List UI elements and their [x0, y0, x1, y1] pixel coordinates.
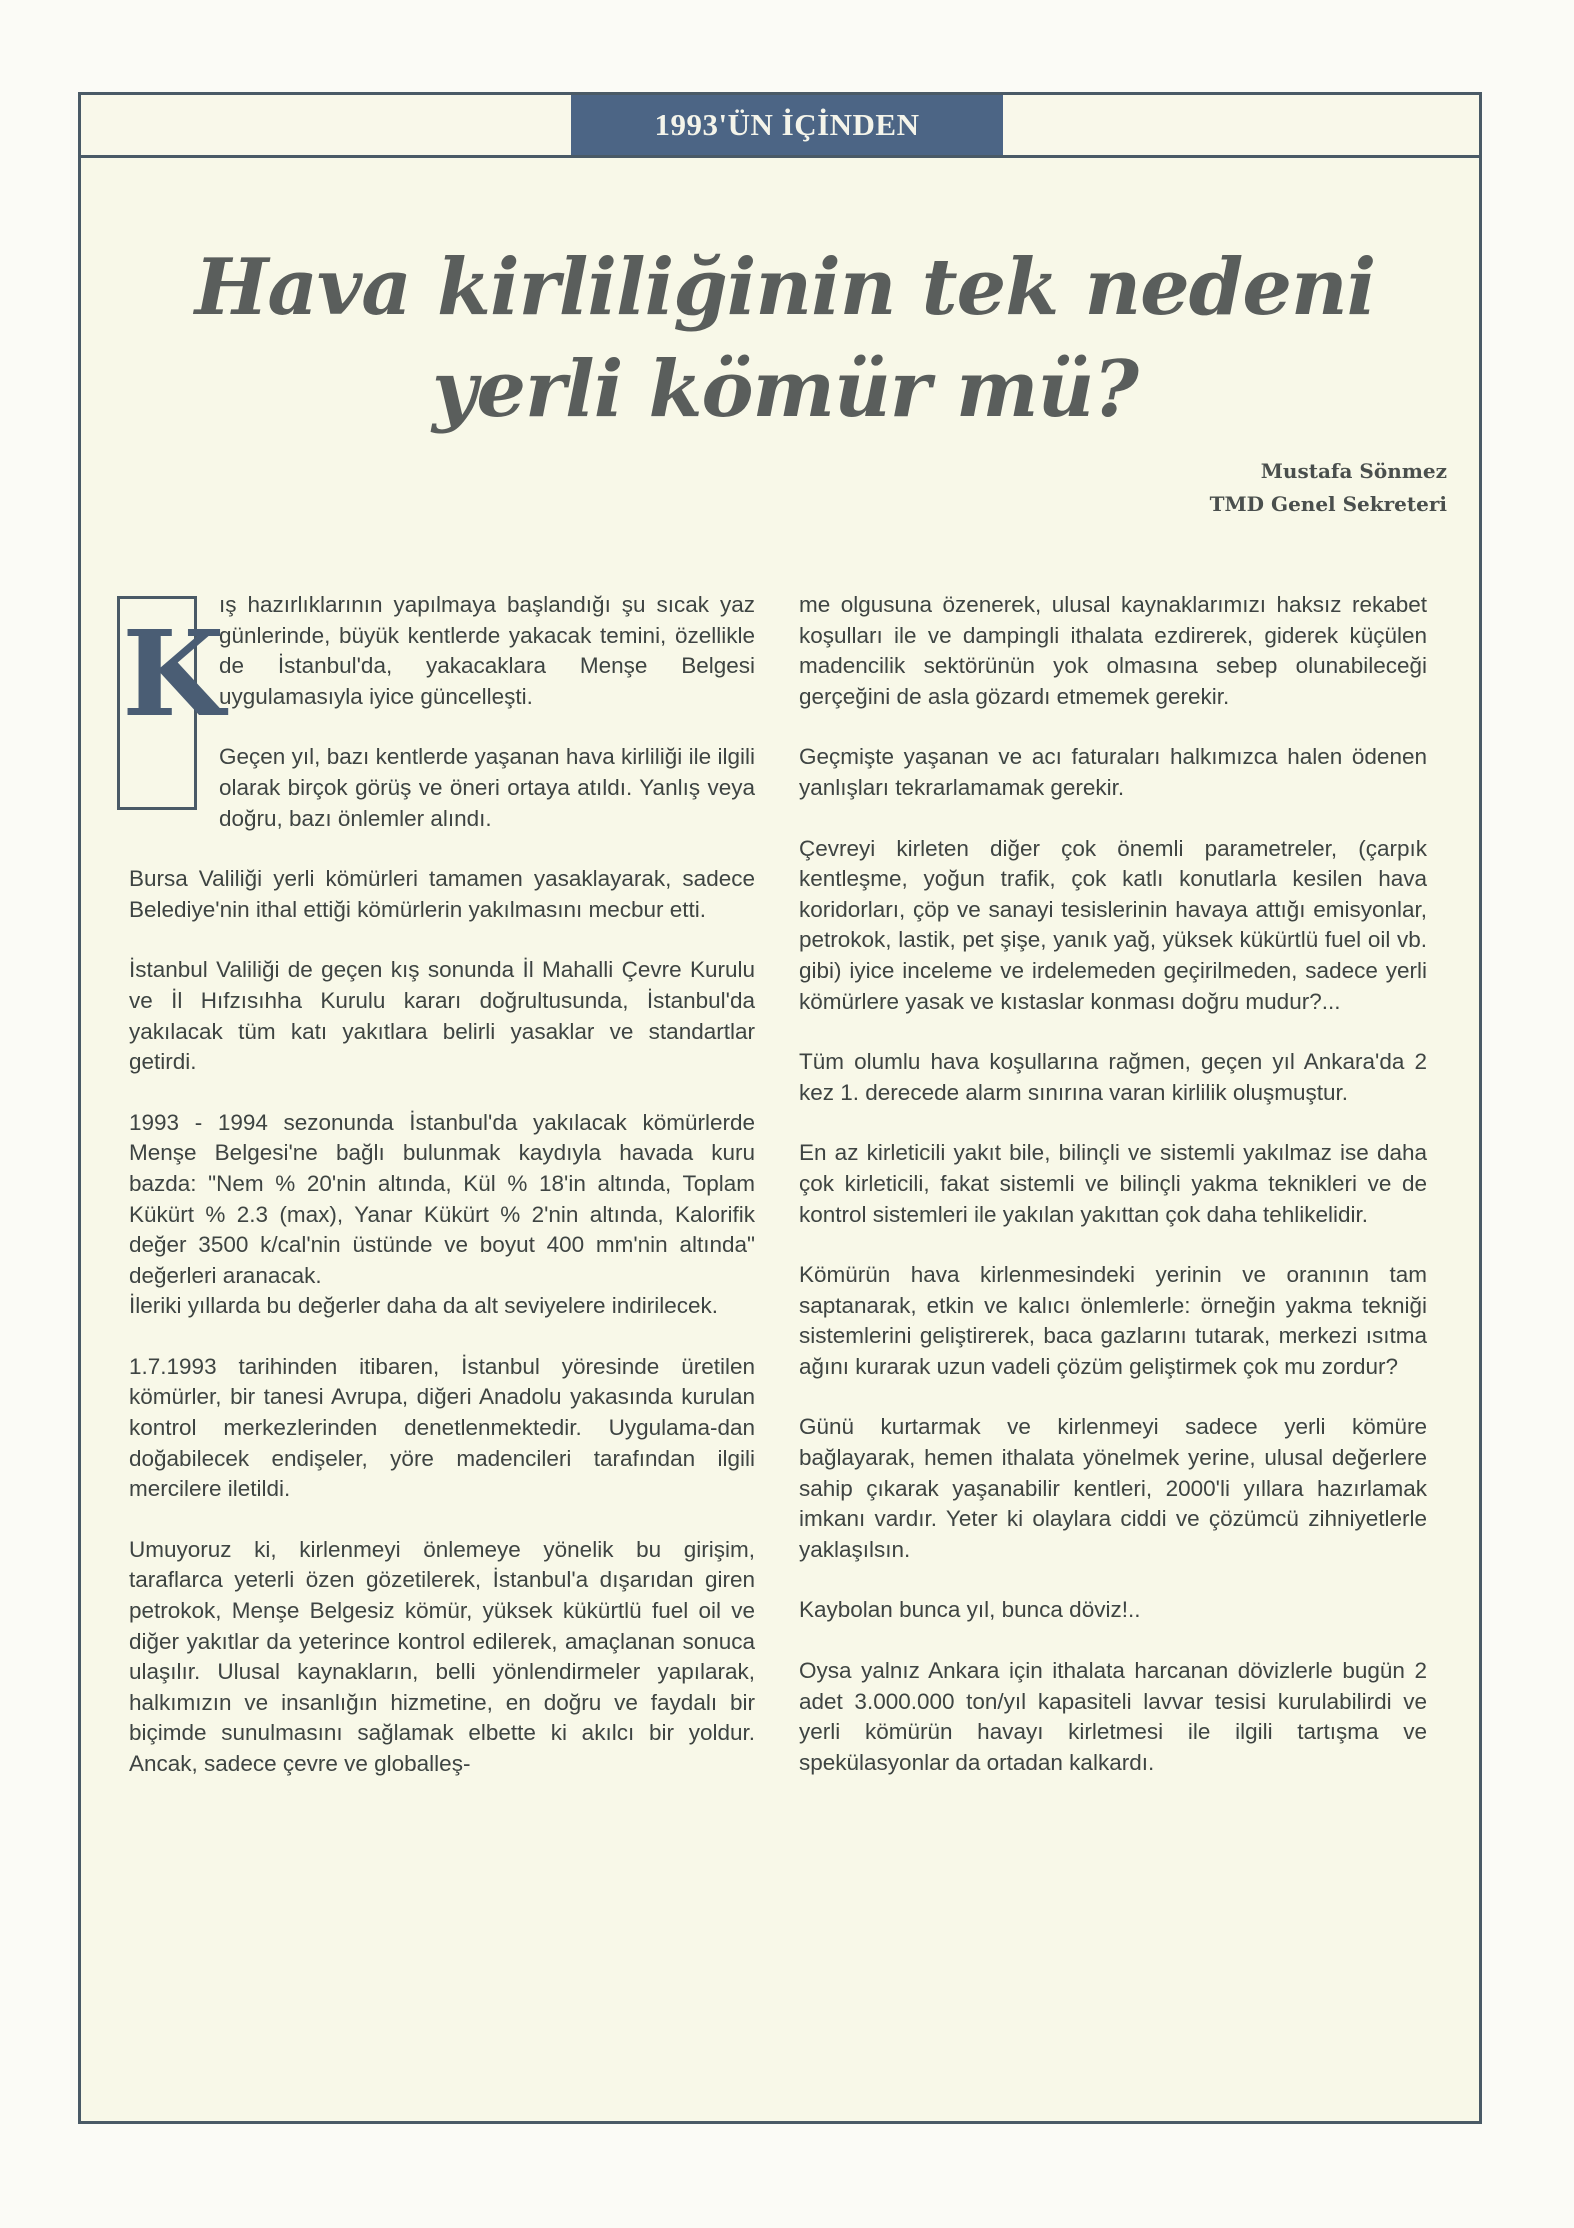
drop-cap-letter: K [122, 604, 225, 743]
paragraph: Geçen yıl, bazı kentlerde yaşanan hava kirliliği ile ilgili olarak birçok görüş ve öneri ortaya atıldı. Yanlış veya doğru, bazı önlemler alındı. [219, 744, 755, 831]
author-name: Mustafa Sönmez [1260, 459, 1447, 483]
paragraph: 1993 - 1994 sezonunda İstanbul'da yakılacak kömürlerde Menşe Belgesi'ne bağlı bulunmak kaydıyla havada kuru bazda: "Nem % 20'nin altında, Kül % 18'in altında, Toplam Kükürt % 2.3 (max), Yanar Kükürt % 2'nin altında, Kalorifik değer 3500 k/cal'nin üstünde ve boyut 400 mm'nin altında" değerleri aranacak. [129, 1109, 755, 1288]
paragraph: Tüm olumlu hava koşullarına rağmen, geçen yıl Ankara'da 2 kez 1. derecede alarm sınırına varan kirlilik oluşmuştur. [799, 1049, 1427, 1105]
article-frame [78, 92, 1482, 2124]
drop-cap-frame [117, 596, 225, 810]
paragraph: Çevreyi kirleten diğer çok önemli parametreler, (çarpık kentleşme, yoğun trafik, çok katlı konutlarla kesilen hava koridorları, çöp ve sanayi tesislerinin havaya attığı emisyonlar, petrokok, lastik, pet şişe, yanık yağ, yüksek kükürtlü fuel oil vb. gibi) iyice inceleme ve irdelemeden geçirilmeden, sadece yerli kömürlere yasak ve kıstaslar konması doğru mudur?... [799, 835, 1427, 1014]
paragraph: Kaybolan bunca yıl, bunca döviz!.. [799, 1597, 1141, 1623]
right-column [799, 590, 1427, 1808]
paragraph: Bursa Valiliği yerli kömürleri tamamen yasaklayarak, sadece Belediye'nin ithal ettiği kömürlerin yakılmasını mecbur etti. [129, 866, 755, 922]
left-column [122, 590, 755, 1810]
author-role: TMD Genel Sekreteri [1209, 492, 1447, 516]
paragraph: Oysa yalnız Ankara için ithalata harcanan dövizlerle bugün 2 adet 3.000.000 ton/yıl kapasiteli lavvar tesisi kurulabilirdi ve yerli kömürün havayı kirletmesi ile ilgili tartışma ve spekülasyonlar da ortadan kalkardı. [799, 1658, 1427, 1775]
article-title-line-1: Hava kirliliğinin tek nedeni [194, 242, 1376, 333]
paragraph: 1.7.1993 tarihinden itibaren, İstanbul yöresinde üretilen kömürler, bir tanesi Avrupa, diğeri Anadolu yakasında kurulan kontrol merkezlerinden denetlenmektedir. Uygulama-dan doğabilecek endişeler, yöre madencileri tarafından ilgili mercilere iletildi. [129, 1353, 755, 1502]
article-title-line-2: yerli kömür mü? [432, 344, 1138, 435]
paragraph: Geçmişte yaşanan ve acı faturaları halkımızca halen ödenen yanlışları tekrarlamamak gerekir. [799, 744, 1427, 800]
paragraph: En az kirleticili yakıt bile, bilinçli ve sistemli yakılmaz ise daha çok kirleticili, fakat sistemli ve bilinçli yakma teknikleri ve de kontrol sistemleri ile yakılan yakıttan çok daha tehlikelidir. [799, 1140, 1427, 1227]
article-title [81, 237, 1479, 441]
paragraph: Günü kurtarmak ve kirlenmeyi sadece yerli kömüre bağlayarak, hemen ithalata yönelmek yerine, ulusal değerlere sahip çıkarak yaşanabilir kentleri, 2000'li yıllara hazırlamak imkanı vardır. Yeter ki olaylara ciddi ve çözümcü zihniyetlerle yaklaşılsın. [799, 1414, 1427, 1562]
paragraph: me olgusuna özenerek, ulusal kaynaklarımızı haksız rekabet koşulları ile ve dampingli ithalata ezdirerek, giderek küçülen madencilik sektörünün yok olmasına sebep olunabileceği gerçeğini de asla gözardı etmemek gerekir. [799, 592, 1427, 709]
paragraph: Umuyoruz ki, kirlenmeyi önlemeye yönelik bu girişim, taraflarca yeterli özen gözetilerek, İstanbul'a dışarıdan giren petrokok, Menşe Belgesiz kömür, yüksek kükürtlü fuel oil ve diğer yakıtlar da yeterince kontrol edilerek, amaçlanan sonuca ulaşılır. Ulusal kaynakların, belli yönlendirmeler yapılarak, halkımızın ve insanlığın hizmetine, en doğru ve faydalı bir biçimde sunulmasını sağlamak elbette ki akılcı bir yoldur. Ancak, sadece çevre ve globalleş- [129, 1536, 755, 1776]
paragraph [122, 590, 755, 743]
byline [1210, 455, 1447, 521]
paragraph: İstanbul Valiliği de geçen kış sonunda İl Mahalli Çevre Kurulu ve İl Hıfzısıhha Kurulu kararı doğrultusunda, İstanbul'da yakılacak tüm katı yakıtlara belirli yasaklar ve standartlar getirdi. [129, 957, 755, 1075]
paragraph: Kömürün hava kirlenmesindeki yerinin ve oranının tam saptanarak, etkin ve kalıcı önlemlerle: örneğin yakma tekniği sistemlerini geliştirerek, baca gazlarını tutarak, merkezi ısıtma ağını kurarak uzun vadeli çözüm geliştirmek çok mu zordur? [799, 1262, 1427, 1379]
paragraph-text: ış hazırlıklarının yapılmaya başlandığı şu sıcak yaz günlerinde, büyük kentlerde yakacak temini, özellikle de İstanbul'da, yakacaklara Menşe Belgesi uygulamasıyla iyice güncelleşti. [219, 592, 755, 709]
paragraph: İleriki yıllarda bu değerler daha da alt seviyelere indirilecek. [129, 1293, 719, 1319]
section-label: 1993'ÜN İÇİNDEN [571, 95, 1003, 155]
section-header-band [81, 95, 1479, 158]
